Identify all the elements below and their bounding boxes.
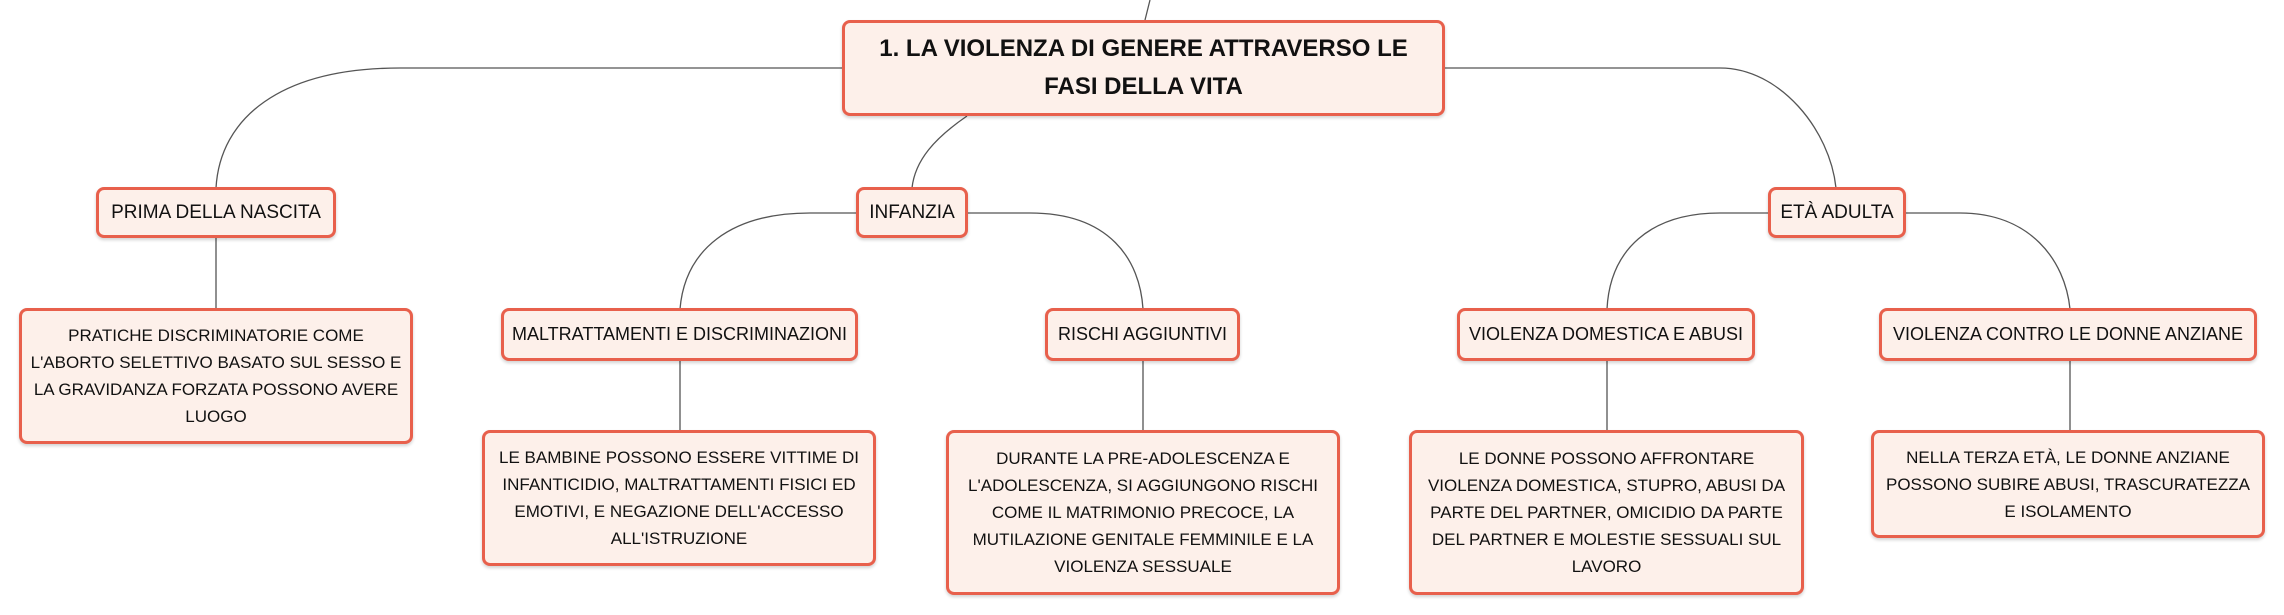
connector-infanzia-rischi xyxy=(966,213,1143,309)
subtopic-donne-anziane-label: VIOLENZA CONTRO LE DONNE ANZIANE xyxy=(1892,324,2244,344)
topic-eta-adulta[interactable] xyxy=(1768,187,1906,238)
topic-infanzia-label: INFANZIA xyxy=(869,201,955,223)
connector-eta-domestica xyxy=(1607,213,1768,309)
subtopic-rischi-aggiuntivi[interactable] xyxy=(1045,308,1240,361)
detail-violenza-domestica[interactable] xyxy=(1409,430,1804,595)
detail-rischi-aggiuntivi[interactable] xyxy=(946,430,1340,595)
subtopic-violenza-domestica-label: VIOLENZA DOMESTICA E ABUSI xyxy=(1468,324,1744,344)
topic-prima-della-nascita-label: PRIMA DELLA NASCITA xyxy=(111,201,321,223)
connector-root-prima xyxy=(216,68,842,188)
detail-maltrattamenti[interactable] xyxy=(482,430,876,566)
detail-maltrattamenti-text: LE BAMBINE POSSONO ESSERE VITTIME DI INFANTICIDIO, MALTRATTAMENTI FISICI ED EMOTIVI, E NEGAZIONE DELL'ACCESSO ALL'ISTRUZIONE xyxy=(499,448,859,548)
detail-donne-anziane[interactable] xyxy=(1871,430,2265,538)
connector-root-parent xyxy=(1145,0,1150,20)
connector-infanzia-maltrattamenti xyxy=(680,213,856,309)
detail-donne-anziane-text: NELLA TERZA ETÀ, LE DONNE ANZIANE POSSONO SUBIRE ABUSI, TRASCURATEZZA E ISOLAMENTO xyxy=(1886,447,2250,521)
topic-infanzia[interactable] xyxy=(856,187,968,238)
detail-prima-della-nascita-text: PRATICHE DISCRIMINATORIE COME L'ABORTO SELETTIVO BASATO SUL SESSO E LA GRAVIDANZA FORZATA POSSONO AVERE LUOGO xyxy=(30,326,402,426)
topic-eta-adulta-label: ETÀ ADULTA xyxy=(1780,201,1894,223)
connector-root-eta xyxy=(1440,68,1836,188)
subtopic-maltrattamenti[interactable] xyxy=(501,308,858,361)
topic-prima-della-nascita[interactable] xyxy=(96,187,336,238)
detail-prima-della-nascita[interactable] xyxy=(19,308,413,444)
subtopic-donne-anziane[interactable] xyxy=(1879,308,2257,361)
root-topic-node[interactable] xyxy=(842,20,1445,116)
subtopic-rischi-aggiuntivi-label: RISCHI AGGIUNTIVI xyxy=(1057,324,1228,344)
detail-violenza-domestica-text: LE DONNE POSSONO AFFRONTARE VIOLENZA DOMESTICA, STUPRO, ABUSI DA PARTE DEL PARTNER, OMICIDIO DA PARTE DEL PARTNER E MOLESTIE SESSUALI SUL LAVORO xyxy=(1427,449,1786,576)
connector-root-infanzia xyxy=(912,116,967,188)
subtopic-violenza-domestica[interactable] xyxy=(1457,308,1755,361)
connector-eta-anziane xyxy=(1905,213,2070,309)
detail-rischi-aggiuntivi-text: DURANTE LA PRE-ADOLESCENZA E L'ADOLESCENZA, SI AGGIUNGONO RISCHI COME IL MATRIMONIO PRECOCE, LA MUTILAZIONE GENITALE FEMMINILE E LA VIOLENZA SESSUALE xyxy=(968,449,1318,576)
subtopic-maltrattamenti-label: MALTRATTAMENTI E DISCRIMINAZIONI xyxy=(511,324,847,344)
root-topic-label: 1. LA VIOLENZA DI GENERE ATTRAVERSO LE FASI DELLA VITA xyxy=(879,35,1408,100)
